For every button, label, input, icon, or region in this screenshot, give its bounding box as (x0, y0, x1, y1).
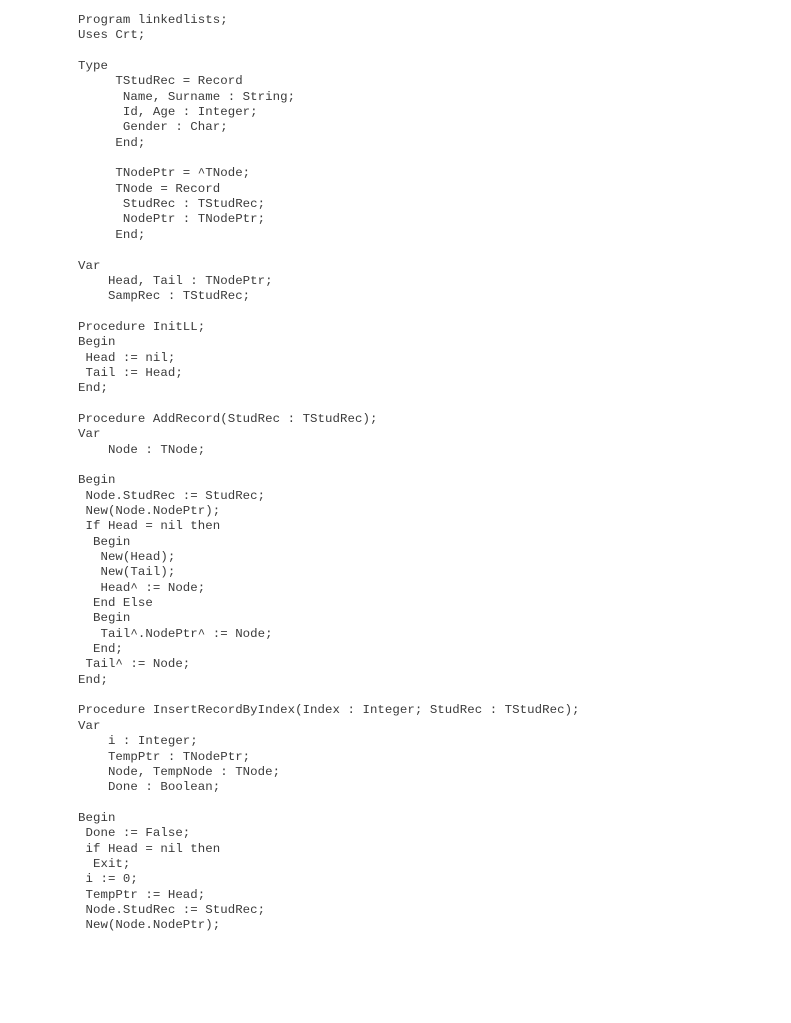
code-line: Begin (78, 611, 131, 626)
code-line: Tail := Head; (78, 365, 183, 380)
code-line: Node : TNode; (78, 442, 206, 457)
code-line: TStudRec = Record (78, 74, 243, 89)
blank-line (78, 688, 778, 703)
code-line: TNodePtr = ^TNode; (78, 166, 251, 181)
code-line: Node.StudRec := StudRec; (78, 488, 266, 503)
code-line: Procedure AddRecord(StudRec : TStudRec); (78, 411, 378, 426)
blank-line (78, 458, 778, 473)
code-line: Var (78, 427, 101, 442)
code-line: New(Node.NodePtr); (78, 504, 221, 518)
code-line: NodePtr : TNodePtr; (78, 212, 266, 227)
code-line: End; (78, 672, 108, 687)
code-line: Type (78, 59, 108, 74)
code-line: New(Tail); (78, 565, 176, 580)
code-line: Done : Boolean; (78, 780, 221, 795)
code-listing (78, 13, 778, 934)
code-line: Exit; (78, 856, 131, 871)
code-line: Node, TempNode : TNode; (78, 764, 281, 779)
code-line: Gender : Char; (78, 120, 228, 135)
code-line: New(Head); (78, 550, 176, 565)
code-line: i : Integer; (78, 734, 198, 749)
code-line: Name, Surname : String; (78, 89, 296, 104)
code-line: StudRec : TStudRec; (78, 197, 266, 212)
code-line: End; (78, 381, 108, 396)
code-line: Tail^ := Node; (78, 657, 191, 672)
code-line: Procedure InitLL; (78, 319, 206, 334)
code-line: Var (78, 718, 101, 733)
code-line: If Head = nil then (78, 519, 221, 534)
code-line: if Head = nil then (78, 841, 221, 856)
blank-line (78, 151, 778, 166)
code-line: SampRec : TStudRec; (78, 289, 251, 304)
code-line: Begin (78, 810, 116, 825)
code-line: i := 0; (78, 872, 138, 887)
code-line: Uses Crt; (78, 28, 146, 43)
code-line: Procedure InsertRecordByIndex(Index : Integer; StudRec : TStudRec); (78, 703, 580, 718)
code-line: Begin (78, 473, 116, 488)
code-line: New(Node.NodePtr); (78, 918, 221, 933)
blank-line (78, 44, 778, 59)
code-line: End; (78, 227, 146, 242)
code-line: End; (78, 642, 123, 657)
code-line: Var (78, 258, 101, 273)
code-line: Head := nil; (78, 350, 176, 365)
blank-line (78, 243, 778, 258)
blank-line (78, 796, 778, 811)
code-line: TempPtr : TNodePtr; (78, 749, 251, 764)
code-line: Begin (78, 335, 116, 350)
code-line: Node.StudRec := StudRec; (78, 902, 266, 917)
code-line: Tail^.NodePtr^ := Node; (78, 626, 273, 641)
blank-line (78, 305, 778, 320)
blank-line (78, 397, 778, 412)
code-line: Id, Age : Integer; (78, 105, 258, 120)
code-line: Head, Tail : TNodePtr; (78, 273, 273, 288)
code-line: Done := False; (78, 826, 191, 841)
code-line: Begin (78, 534, 131, 549)
code-line: End Else (78, 596, 153, 611)
code-line: Head^ := Node; (78, 580, 206, 595)
code-line: TNode = Record (78, 181, 221, 196)
code-line: Program linkedlists; (78, 13, 228, 27)
code-line: End; (78, 135, 146, 150)
code-line: TempPtr := Head; (78, 887, 206, 902)
